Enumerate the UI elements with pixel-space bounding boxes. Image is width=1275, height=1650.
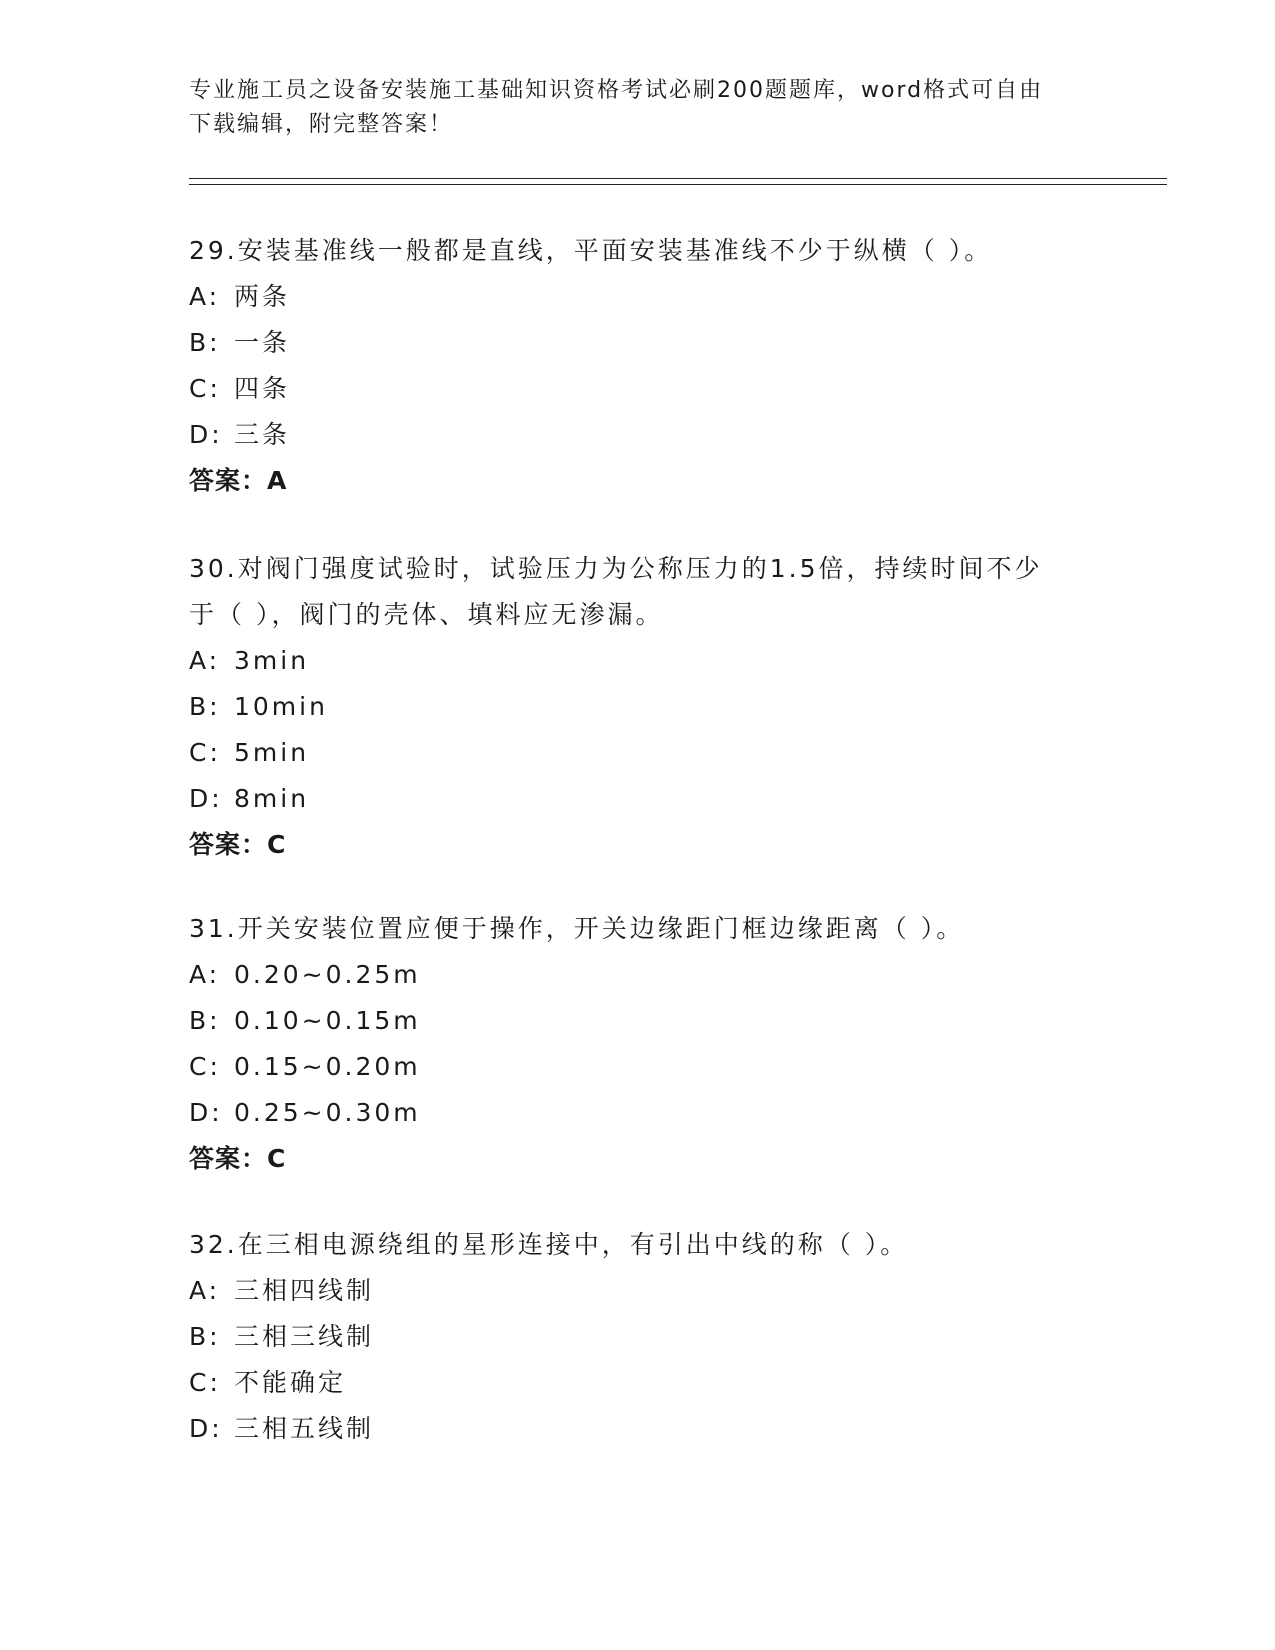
question-stem: 29.安装基准线一般都是直线，平面安装基准线不少于纵横（ ）。: [189, 236, 993, 265]
option-text: 三相五线制: [234, 1414, 375, 1443]
option-text: 三条: [234, 420, 291, 449]
question-29: [189, 228, 1089, 504]
option-text: 三相四线制: [234, 1276, 375, 1305]
option-letter: A:: [189, 960, 221, 989]
answer: 答案：C: [189, 1144, 287, 1173]
option-a: [189, 274, 1089, 320]
option-d: [189, 1406, 1089, 1452]
option-d: [189, 776, 1089, 822]
option-b: [189, 320, 1089, 366]
option-text: 0.20~0.25m: [234, 960, 421, 989]
answer: 答案：A: [189, 466, 288, 495]
option-c: [189, 730, 1089, 776]
option-text: 0.15~0.20m: [234, 1052, 421, 1081]
option-letter: C:: [189, 1052, 221, 1081]
option-text: 0.25~0.30m: [234, 1098, 421, 1127]
answer: 答案：C: [189, 830, 287, 859]
option-b: [189, 684, 1089, 730]
option-letter: B:: [189, 692, 221, 721]
option-letter: B:: [189, 328, 221, 357]
option-text: 0.10~0.15m: [234, 1006, 421, 1035]
option-letter: A:: [189, 646, 221, 675]
question-stem: 32.在三相电源绕组的星形连接中，有引出中线的称（ ）。: [189, 1230, 909, 1259]
option-text: 8min: [234, 784, 310, 813]
header-line-1: 专业施工员之设备安装施工基础知识资格考试必刷200题题库，word格式可自由: [189, 78, 1044, 103]
option-text: 5min: [234, 738, 310, 767]
question-30: [189, 546, 1089, 868]
option-letter: B:: [189, 1006, 221, 1035]
option-c: [189, 1360, 1089, 1406]
option-c: [189, 1044, 1089, 1090]
document-header: [189, 74, 1089, 142]
option-letter: D:: [189, 1414, 223, 1443]
option-letter: D:: [189, 420, 223, 449]
question-stem: 31.开关安装位置应便于操作，开关边缘距门框边缘距离（ ）。: [189, 914, 965, 943]
option-letter: C:: [189, 1368, 221, 1397]
header-line-2: 下载编辑，附完整答案！: [189, 112, 454, 137]
option-b: [189, 998, 1089, 1044]
option-d: [189, 412, 1089, 458]
question-stem-continued: 于（ ），阀门的壳体、填料应无渗漏。: [189, 600, 664, 629]
option-letter: C:: [189, 374, 221, 403]
option-letter: B:: [189, 1322, 221, 1351]
question-31: [189, 906, 1089, 1182]
option-a: [189, 1268, 1089, 1314]
option-text: 两条: [234, 282, 291, 311]
option-text: 三相三线制: [234, 1322, 375, 1351]
header-divider-top: [189, 178, 1167, 179]
option-text: 四条: [234, 374, 291, 403]
question-stem: 30.对阀门强度试验时，试验压力为公称压力的1.5倍，持续时间不少: [189, 554, 1043, 583]
option-letter: D:: [189, 784, 223, 813]
question-32: [189, 1222, 1089, 1452]
option-text: 3min: [234, 646, 310, 675]
option-letter: C:: [189, 738, 221, 767]
option-b: [189, 1314, 1089, 1360]
option-text: 10min: [234, 692, 328, 721]
option-text: 一条: [234, 328, 291, 357]
option-letter: A:: [189, 1276, 221, 1305]
option-d: [189, 1090, 1089, 1136]
option-text: 不能确定: [234, 1368, 347, 1397]
option-a: [189, 952, 1089, 998]
option-letter: D:: [189, 1098, 223, 1127]
option-c: [189, 366, 1089, 412]
header-divider-bottom: [189, 184, 1167, 185]
option-letter: A:: [189, 282, 221, 311]
option-a: [189, 638, 1089, 684]
